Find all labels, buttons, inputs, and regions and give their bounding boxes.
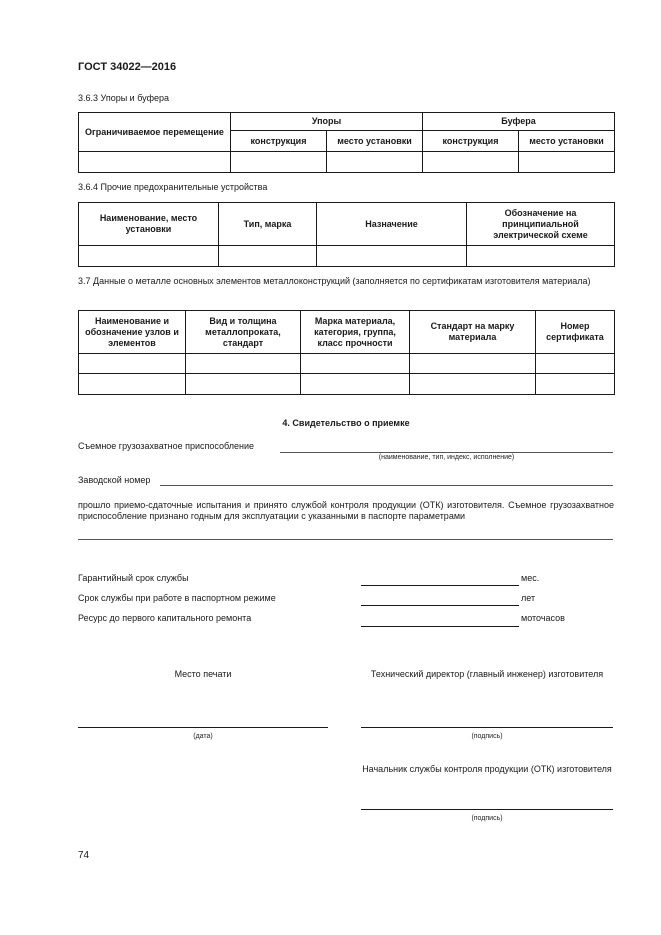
section-4-title: 4. Свидетельство о приемке <box>282 418 410 428</box>
sub-place-buffers: место установки <box>519 131 615 152</box>
col-material-grade: Марка материала, категория, группа, класс прочности <box>301 311 410 354</box>
otk-head-title: Начальник службы контроля продукции (ОТК) изготовителя <box>362 764 612 774</box>
serial-fill-line[interactable] <box>160 485 613 486</box>
table-row <box>79 374 615 395</box>
table-row <box>79 152 615 173</box>
col-designation: Обозначение на принципиальной электрической схеме <box>467 203 615 246</box>
resource-fill-line[interactable] <box>361 626 519 627</box>
sub-place-stops: место установки <box>327 131 423 152</box>
tech-director-title: Технический директор (главный инженер) изготовителя <box>370 669 604 679</box>
warranty-unit: мес. <box>521 573 540 583</box>
col-rolled-metal: Вид и толщина металлопроката, стандарт <box>186 311 301 354</box>
col-node-name: Наименование и обозначение узлов и элементов <box>79 311 186 354</box>
col-purpose: Назначение <box>317 203 467 246</box>
metal-data-table <box>78 310 615 395</box>
service-life-fill-line[interactable] <box>361 605 519 606</box>
otk-signature-hint: (подпись) <box>471 815 503 822</box>
group-stops: Упоры <box>231 113 423 131</box>
resource-unit: моточасов <box>521 613 565 623</box>
stamp-label: Место печати <box>174 669 232 679</box>
col-certificate: Номер сертификата <box>536 311 615 354</box>
acceptance-paragraph: прошло приемо-сдаточные испытания и принято службой контроля продукции (ОТК) изготовителя. Съемное грузозахватное приспособление признано годным для эксплуатации с указанными в паспорте параметрами <box>78 500 614 521</box>
warranty-label: Гарантийный срок службы <box>78 573 189 583</box>
director-signature-line[interactable] <box>361 727 613 728</box>
col-movement: Ограничиваемое перемещение <box>79 113 231 152</box>
date-fill-line[interactable] <box>78 727 328 728</box>
table-row <box>79 354 615 374</box>
section-3-6-4-title: 3.6.4 Прочие предохранительные устройства <box>78 182 268 192</box>
col-name-place: Наименование, место установки <box>79 203 219 246</box>
service-life-label: Срок службы при работе в паспортном режиме <box>78 593 276 603</box>
col-type: Тип, марка <box>219 203 317 246</box>
service-life-unit: лет <box>521 593 536 603</box>
sub-design-stops: конструкция <box>231 131 327 152</box>
safety-devices-table <box>78 202 615 267</box>
section-3-6-3-title: 3.6.3 Упоры и буфера <box>78 93 169 103</box>
director-signature-hint: (подпись) <box>471 733 503 740</box>
device-label: Съемное грузозахватное приспособление <box>78 441 255 451</box>
col-grade-standard: Стандарт на марку материала <box>410 311 536 354</box>
device-hint: (наименование, тип, индекс, исполнение) <box>378 454 515 461</box>
warranty-fill-line[interactable] <box>361 585 519 586</box>
date-hint: (дата) <box>193 733 213 740</box>
page-number: 74 <box>78 850 90 861</box>
resource-label: Ресурс до первого капитального ремонта <box>78 613 252 623</box>
otk-signature-line[interactable] <box>361 809 613 810</box>
stops-buffers-table <box>78 112 615 173</box>
sub-design-buffers: конструкция <box>423 131 519 152</box>
serial-label: Заводской номер <box>78 475 151 485</box>
device-fill-line[interactable] <box>280 452 613 453</box>
remarks-fill-line[interactable] <box>78 539 613 540</box>
standard-number: ГОСТ 34022—2016 <box>78 61 177 73</box>
group-buffers: Буфера <box>423 113 615 131</box>
section-3-7-title: 3.7 Данные о металле основных элементов металлоконструкций (заполняется по сертификатам изготовителя материала) <box>78 276 591 286</box>
table-row <box>79 246 615 267</box>
